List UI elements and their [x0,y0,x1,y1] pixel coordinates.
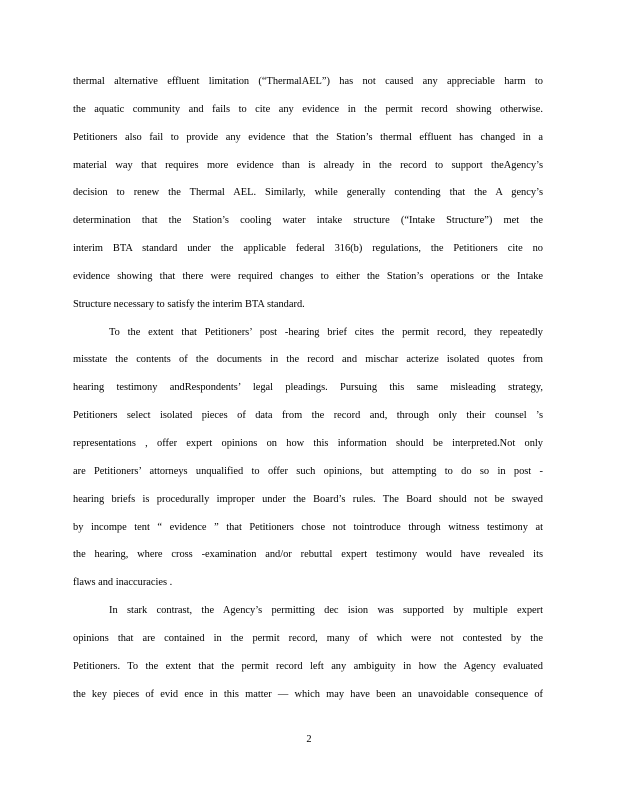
text-line: interim BTA standard under the applicable federal 316(b) regulations, the Petitioners cite no [73,243,543,255]
text-line: opinions that are contained in the permit record, many of which were not contested by the [73,632,543,644]
text-line: misstate the contents of the documents in the record and mischar acterize isolated quotes from [73,354,543,366]
text-line: Petitioners. To the extent that the permit record left any ambiguity in how the Agency evaluated [73,660,543,672]
text-line: by incompe tent “ evidence ” that Petitioners chose not tointroduce through witness testimony at [73,521,543,533]
text-line: the key pieces of evid ence in this matter — which may have been an unavoidable consequence of [73,688,543,700]
text-line: Petitioners also fail to provide any evidence that the Station’s thermal effluent has changed in a [73,131,543,143]
text-line: hearing testimony andRespondents’ legal pleadings. Pursuing this same misleading strategy, [73,382,543,394]
body-text [73,68,543,708]
text-line: material way that requires more evidence than is already in the record to support theAgency’s [73,159,543,171]
text-line: the aquatic community and fails to cite any evidence in the permit record showing otherwise. [73,103,543,115]
text-line: To the extent that Petitioners’ post -hearing brief cites the permit record, they repeatedly [109,326,543,338]
text-line: hearing briefs is procedurally improper under the Board’s rules. The Board should not be swayed [73,493,543,505]
text-line: evidence showing that there were required changes to either the Station’s operations or the Intake [73,270,543,282]
text-line: thermal alternative effluent limitation (“ThermalAEL”) has not caused any appreciable harm to [73,76,543,87]
page-number: 2 [306,734,312,745]
text-line: In stark contrast, the Agency’s permitting dec ision was supported by multiple expert [109,605,543,617]
text-line: representations , offer expert opinions on how this information should be interpreted.Not only [73,437,543,449]
text-line: decision to renew the Thermal AEL. Similarly, while generally contending that the A gency’s [73,187,543,199]
text-line: Structure necessary to satisfy the interim BTA standard. [73,298,305,310]
text-line: are Petitioners’ attorneys unqualified to offer such opinions, but attempting to do so in post - [73,465,543,477]
text-line: flaws and inaccuracies . [73,577,173,589]
text-line: determination that the Station’s cooling water intake structure (“Intake Structure”) met the [73,215,543,227]
text-line: the hearing, where cross -examination and/or rebuttal expert testimony would have revealed its [73,549,543,561]
text-line: Petitioners select isolated pieces of data from the record and, through only their counsel ’s [73,410,543,422]
